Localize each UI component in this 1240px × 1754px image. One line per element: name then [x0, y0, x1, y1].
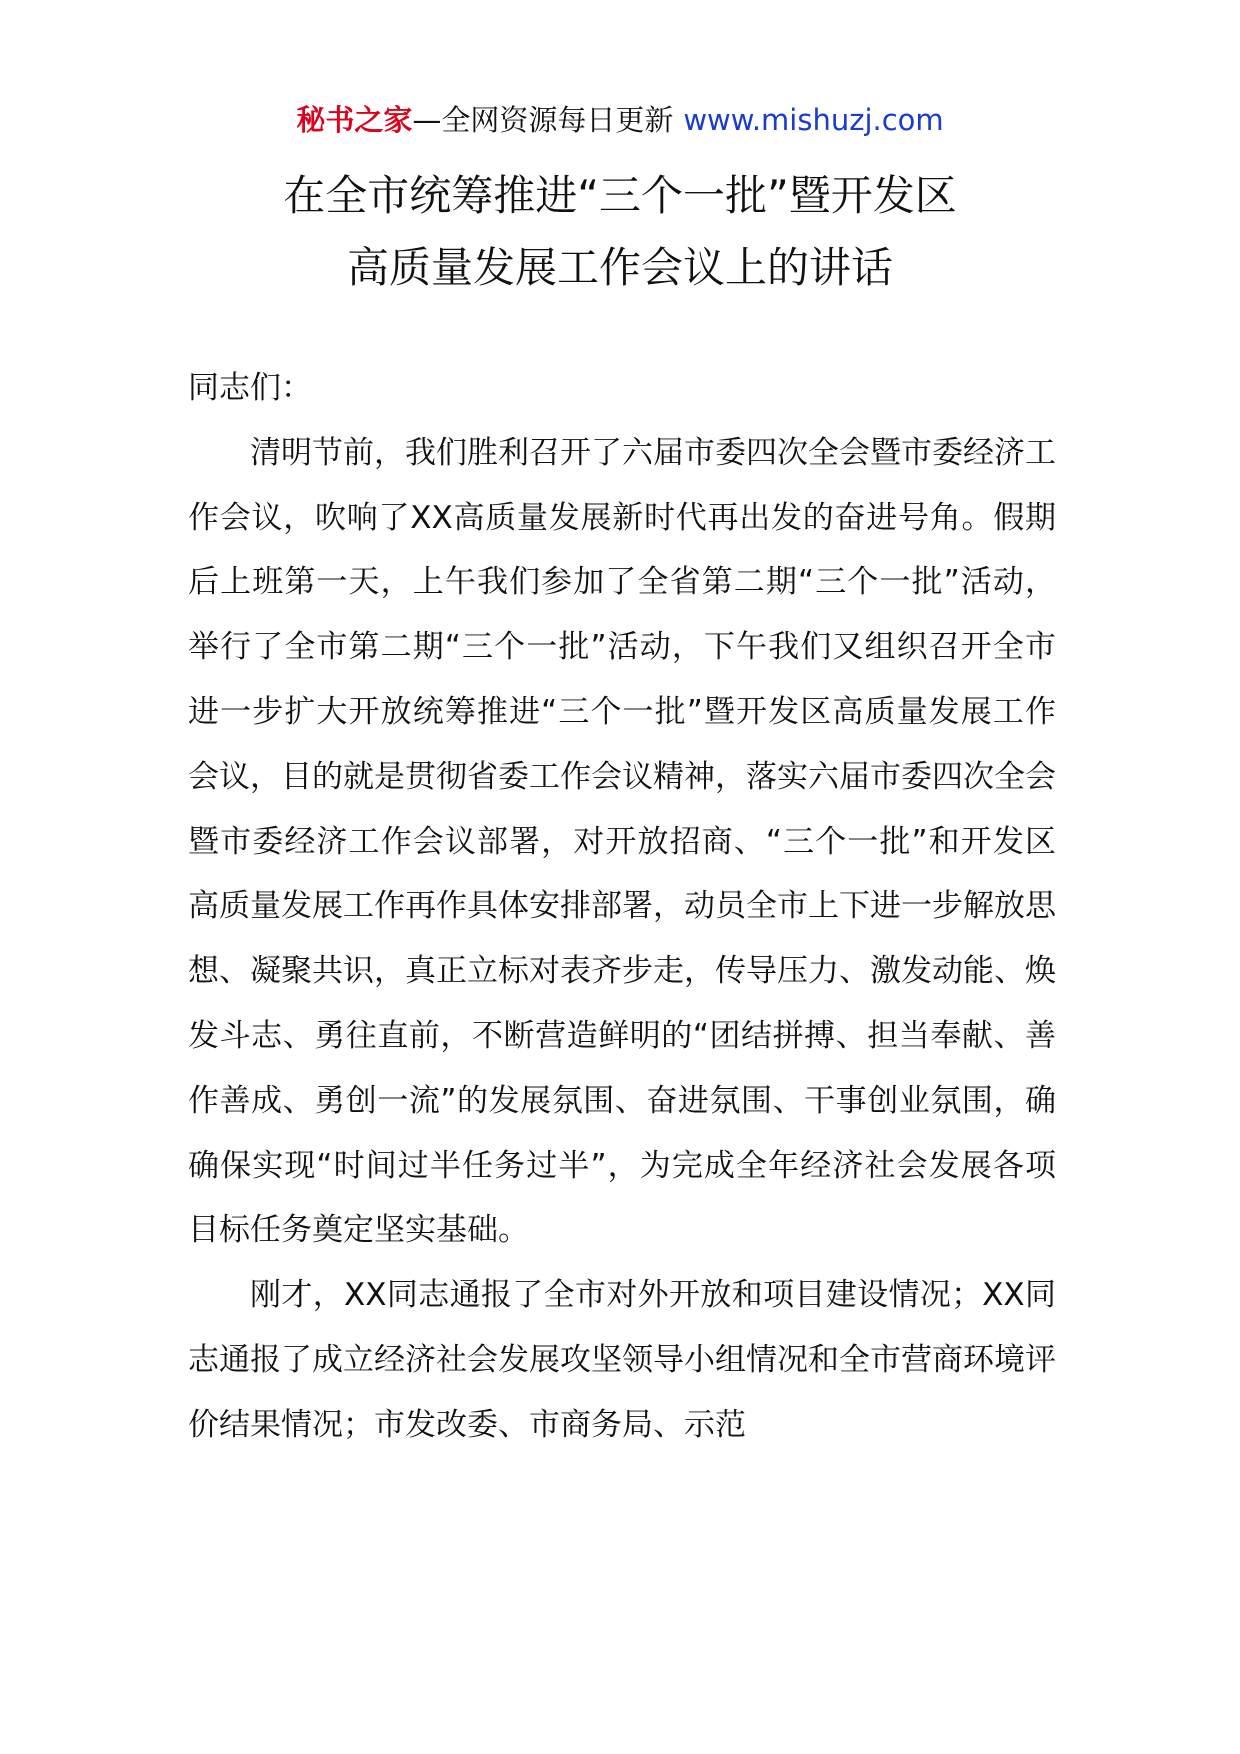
document-body [188, 356, 1056, 1458]
paragraph-1: 清明节前，我们胜利召开了六届市委四次全会暨市委经济工作会议，吹响了XX高质量发展新时代再出发的奋进号角。假期后上班第一天，上午我们参加了全省第二期“三个一批”活动，举行了全市第二期“三个一批”活动，下午我们又组织召开全市进一步扩大开放统筹推进“三个一批”暨开发区高质量发展工作会议，目的就是贯彻省委工作会议精神，落实六届市委四次全会暨市委经济工作会议部署，对开放招商、“三个一批”和开发区高质量发展工作再作具体安排部署，动员全市上下进一步解放思想、凝聚共识，真正立标对表齐步走，传导压力、激发动能、焕发斗志、勇往直前，不断营造鲜明的“团结拼搏、担当奉献、善作善成、勇创一流”的发展氛围、奋进氛围、干事创业氛围，确确保实现“时间过半任务过半”，为完成全年经济社会发展各项目标任务奠定坚实基础。 [188, 434, 1056, 1249]
document-title [0, 160, 1240, 304]
site-url-link[interactable]: www.mishuzj.com [683, 103, 944, 137]
salutation: 同志们： [188, 370, 312, 406]
title-line-2: 高质量发展工作会议上的讲话 [346, 243, 893, 292]
title-line-1: 在全市统筹推进“三个一批”暨开发区 [283, 171, 957, 220]
watermark-header [0, 100, 1240, 140]
brand-tagline: —全网资源每日更新 [412, 103, 674, 137]
paragraph-2: 刚才，XX同志通报了全市对外开放和项目建设情况；XX同志通报了成立经济社会发展攻坚领导小组情况和全市营商环境评价结果情况；市发改委、市商务局、示范 [188, 1277, 1056, 1443]
brand-name: 秘书之家 [296, 103, 413, 137]
